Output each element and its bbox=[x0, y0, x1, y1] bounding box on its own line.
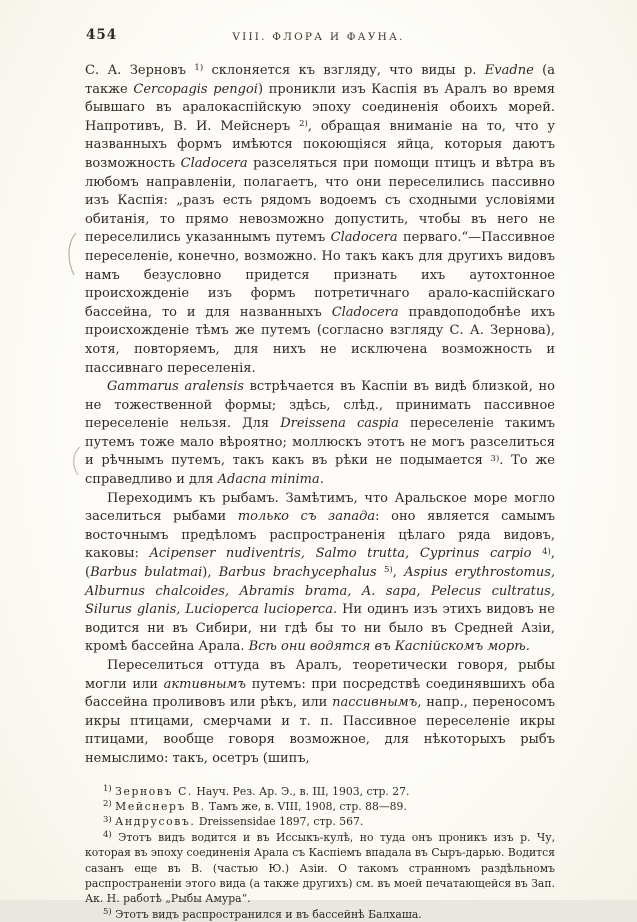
text-run: С. А. Зерновъ bbox=[85, 63, 195, 78]
text-run: Тамъ же, в. VIII, 1908, стр. 88—89. bbox=[205, 799, 407, 813]
body-paragraph bbox=[85, 378, 555, 490]
text-run: правдоподобнѣе ихъ происхожденіе тѣмъ же путемъ (согласно взгляду С. А. Зернова), хотя, повторяемъ, для нихъ не исключена возможность и пассивнаго переселенія. bbox=[85, 304, 555, 376]
italic-run: только съ запада bbox=[237, 509, 376, 525]
footnote bbox=[85, 784, 555, 799]
footnotes-section bbox=[85, 784, 555, 922]
body-paragraph bbox=[85, 62, 555, 378]
text-run: Этотъ видъ водится и въ Иссыкъ-кулѣ, но туда онъ проникъ изъ р. Чу, которая въ эпоху соединенія Арала съ Каспіемъ впадала въ Сыръ-дарью. Водится сазанъ еще въ В. (частью Ю.) Азіи. О такомъ странномъ раздѣльномъ распространеніи этого вида (а также другихъ) см. въ моей печатающейся въ Зап. Ак. Н. работѣ „Рыбы Амура“. bbox=[85, 830, 555, 906]
text-run: Зерновъ С. bbox=[115, 784, 193, 798]
text-run: . bbox=[319, 472, 324, 488]
body-text bbox=[85, 62, 555, 769]
italic-run: пассивнымъ bbox=[332, 695, 418, 711]
footnote-marker: 1) bbox=[103, 783, 112, 794]
text-run: Переходимъ къ рыбамъ. Замѣтимъ, что Аральское море могло заселиться рыбами bbox=[85, 490, 555, 525]
text-run: склоняется къ взгляду, что виды р. bbox=[203, 63, 485, 78]
pencil-margin-mark bbox=[69, 445, 84, 477]
text-run: , ( bbox=[85, 546, 555, 581]
text-run: ), bbox=[202, 565, 219, 581]
footnote-marker: 2) bbox=[103, 799, 112, 810]
footnote-ref: 1) bbox=[194, 63, 204, 74]
italic-run: Barbus bulatmai bbox=[90, 565, 203, 581]
footnote-marker: 3) bbox=[103, 814, 112, 825]
text-run: Науч. Рез. Ар. Э., в. III, 1903, стр. 27. bbox=[192, 784, 410, 798]
footnote-ref: 2) bbox=[299, 118, 308, 129]
footnote-ref: 4) bbox=[542, 546, 551, 557]
page-content bbox=[85, 62, 555, 922]
footnote bbox=[85, 799, 555, 814]
text-run: ) проникли изъ Каспія въ Аралъ во время бывшаго въ аралокаспійскую эпоху соединенія обоихъ морей. Напротивъ, В. И. Мейснеръ bbox=[85, 81, 555, 134]
footnote bbox=[85, 907, 555, 922]
italic-run: Cercopagis pengoi bbox=[133, 81, 258, 97]
footnote bbox=[85, 814, 555, 829]
text-run: Этотъ видъ распространился и въ бассейнѣ Балхаша. bbox=[115, 907, 422, 921]
footnote-marker: 5) bbox=[103, 907, 112, 917]
body-paragraph bbox=[85, 490, 555, 657]
italic-run: Всѣ они водятся въ Каспійскомъ морѣ. bbox=[248, 639, 530, 655]
text-run: Переселиться оттуда въ Аралъ, теоретически говоря, рыбы могли или bbox=[85, 658, 555, 692]
pencil-margin-mark bbox=[63, 231, 81, 277]
body-paragraph bbox=[85, 657, 555, 769]
text-run: . То же справедливо и для bbox=[85, 453, 555, 488]
italic-run: Acipenser nudiventris, Salmo trutta, Cyprinus carpio bbox=[149, 546, 543, 562]
footnote bbox=[85, 830, 555, 907]
text-run: путемъ: при посредствѣ соединявшихъ оба бассейна проливовъ или рѣкъ, или bbox=[85, 676, 556, 711]
italic-run: Evadne bbox=[484, 63, 534, 78]
italic-run: Cladocera bbox=[330, 230, 398, 246]
text-run: (а также bbox=[85, 63, 555, 97]
italic-run: Adacna minima bbox=[217, 472, 320, 488]
text-run: Мейснеръ В. bbox=[115, 799, 206, 813]
footnote-ref: 5) bbox=[383, 565, 393, 576]
text-run: Dreissensidae 1897, стр. 567. bbox=[195, 815, 364, 829]
text-run: встрѣчается въ Каспіи въ видѣ близкой, но не тожественной формы; здѣсь, слѣд., принимать пассивное переселеніе нельзя. Для bbox=[85, 379, 555, 432]
text-run: : оно является самымъ восточнымъ предѣломъ распространенія цѣлаго ряда видовъ, каковы: bbox=[85, 509, 555, 562]
running-title: VIII. ФЛОРА И ФАУНА. bbox=[232, 31, 405, 43]
italic-run: Aspius erythrostomus, Alburnus chalcoides, Abramis brama, A. sapa, Pelecus cultratus, Silurus glanis, Lucioperca lucioperca bbox=[85, 565, 556, 618]
italic-run: Barbus brachycephalus bbox=[218, 565, 384, 581]
text-run: , напр., переносомъ икры птицами, смерчами и т. п. Пассивное переселеніе икры птицами, вообще говоря возможное, для нѣкоторыхъ рыбъ немыслимо: такъ, осетръ (шипъ, bbox=[85, 695, 555, 766]
text-run: , bbox=[392, 565, 405, 581]
italic-run: Cladocera bbox=[331, 304, 399, 320]
italic-run: Gammarus aralensis bbox=[107, 379, 244, 395]
text-run: Андрусовъ. bbox=[115, 815, 196, 829]
italic-run: активнымъ bbox=[163, 676, 247, 692]
italic-run: Dreissena caspia bbox=[280, 416, 399, 432]
text-run: разселяться при помощи птицъ и вѣтра въ любомъ направленіи, полагаетъ, что они переселились пассивно изъ Каспія: „разъ есть рядомъ водоемъ съ сходными условіями обитанія, то прямо невозможно допустить, чтобы въ него не переселились указаннымъ путемъ bbox=[85, 155, 556, 246]
text-run: , обращая вниманіе на то, что у названныхъ формъ имѣются покоющіяся яйца, которыя даютъ возможность bbox=[85, 118, 555, 171]
text-run: перваго.“—Пассивное переселеніе, конечно, возможно. Но такъ какъ для другихъ видовъ намъ безусловно придется признать ихъ аутохтонное происхожденіе изъ формъ потретичнаго арало-каспійскаго бассейна, то и для названныхъ bbox=[85, 230, 555, 320]
italic-run: Cladocera bbox=[180, 155, 248, 171]
text-run: . Ни одинъ изъ этихъ видовъ не водится ни въ Сибири, ни гдѣ бы то ни было въ Средней Азіи, кромѣ бассейна Арала. bbox=[85, 602, 555, 655]
footnote-marker: 4) bbox=[103, 829, 112, 840]
footnote-ref: 3) bbox=[490, 453, 500, 464]
page-number: 454 bbox=[86, 27, 118, 43]
text-run: переселеніе такимъ путемъ тоже мало вѣроятно; моллюскъ этотъ не могъ разселиться и рѣчнымъ путемъ, такъ какъ въ рѣки не подымается bbox=[85, 416, 555, 469]
